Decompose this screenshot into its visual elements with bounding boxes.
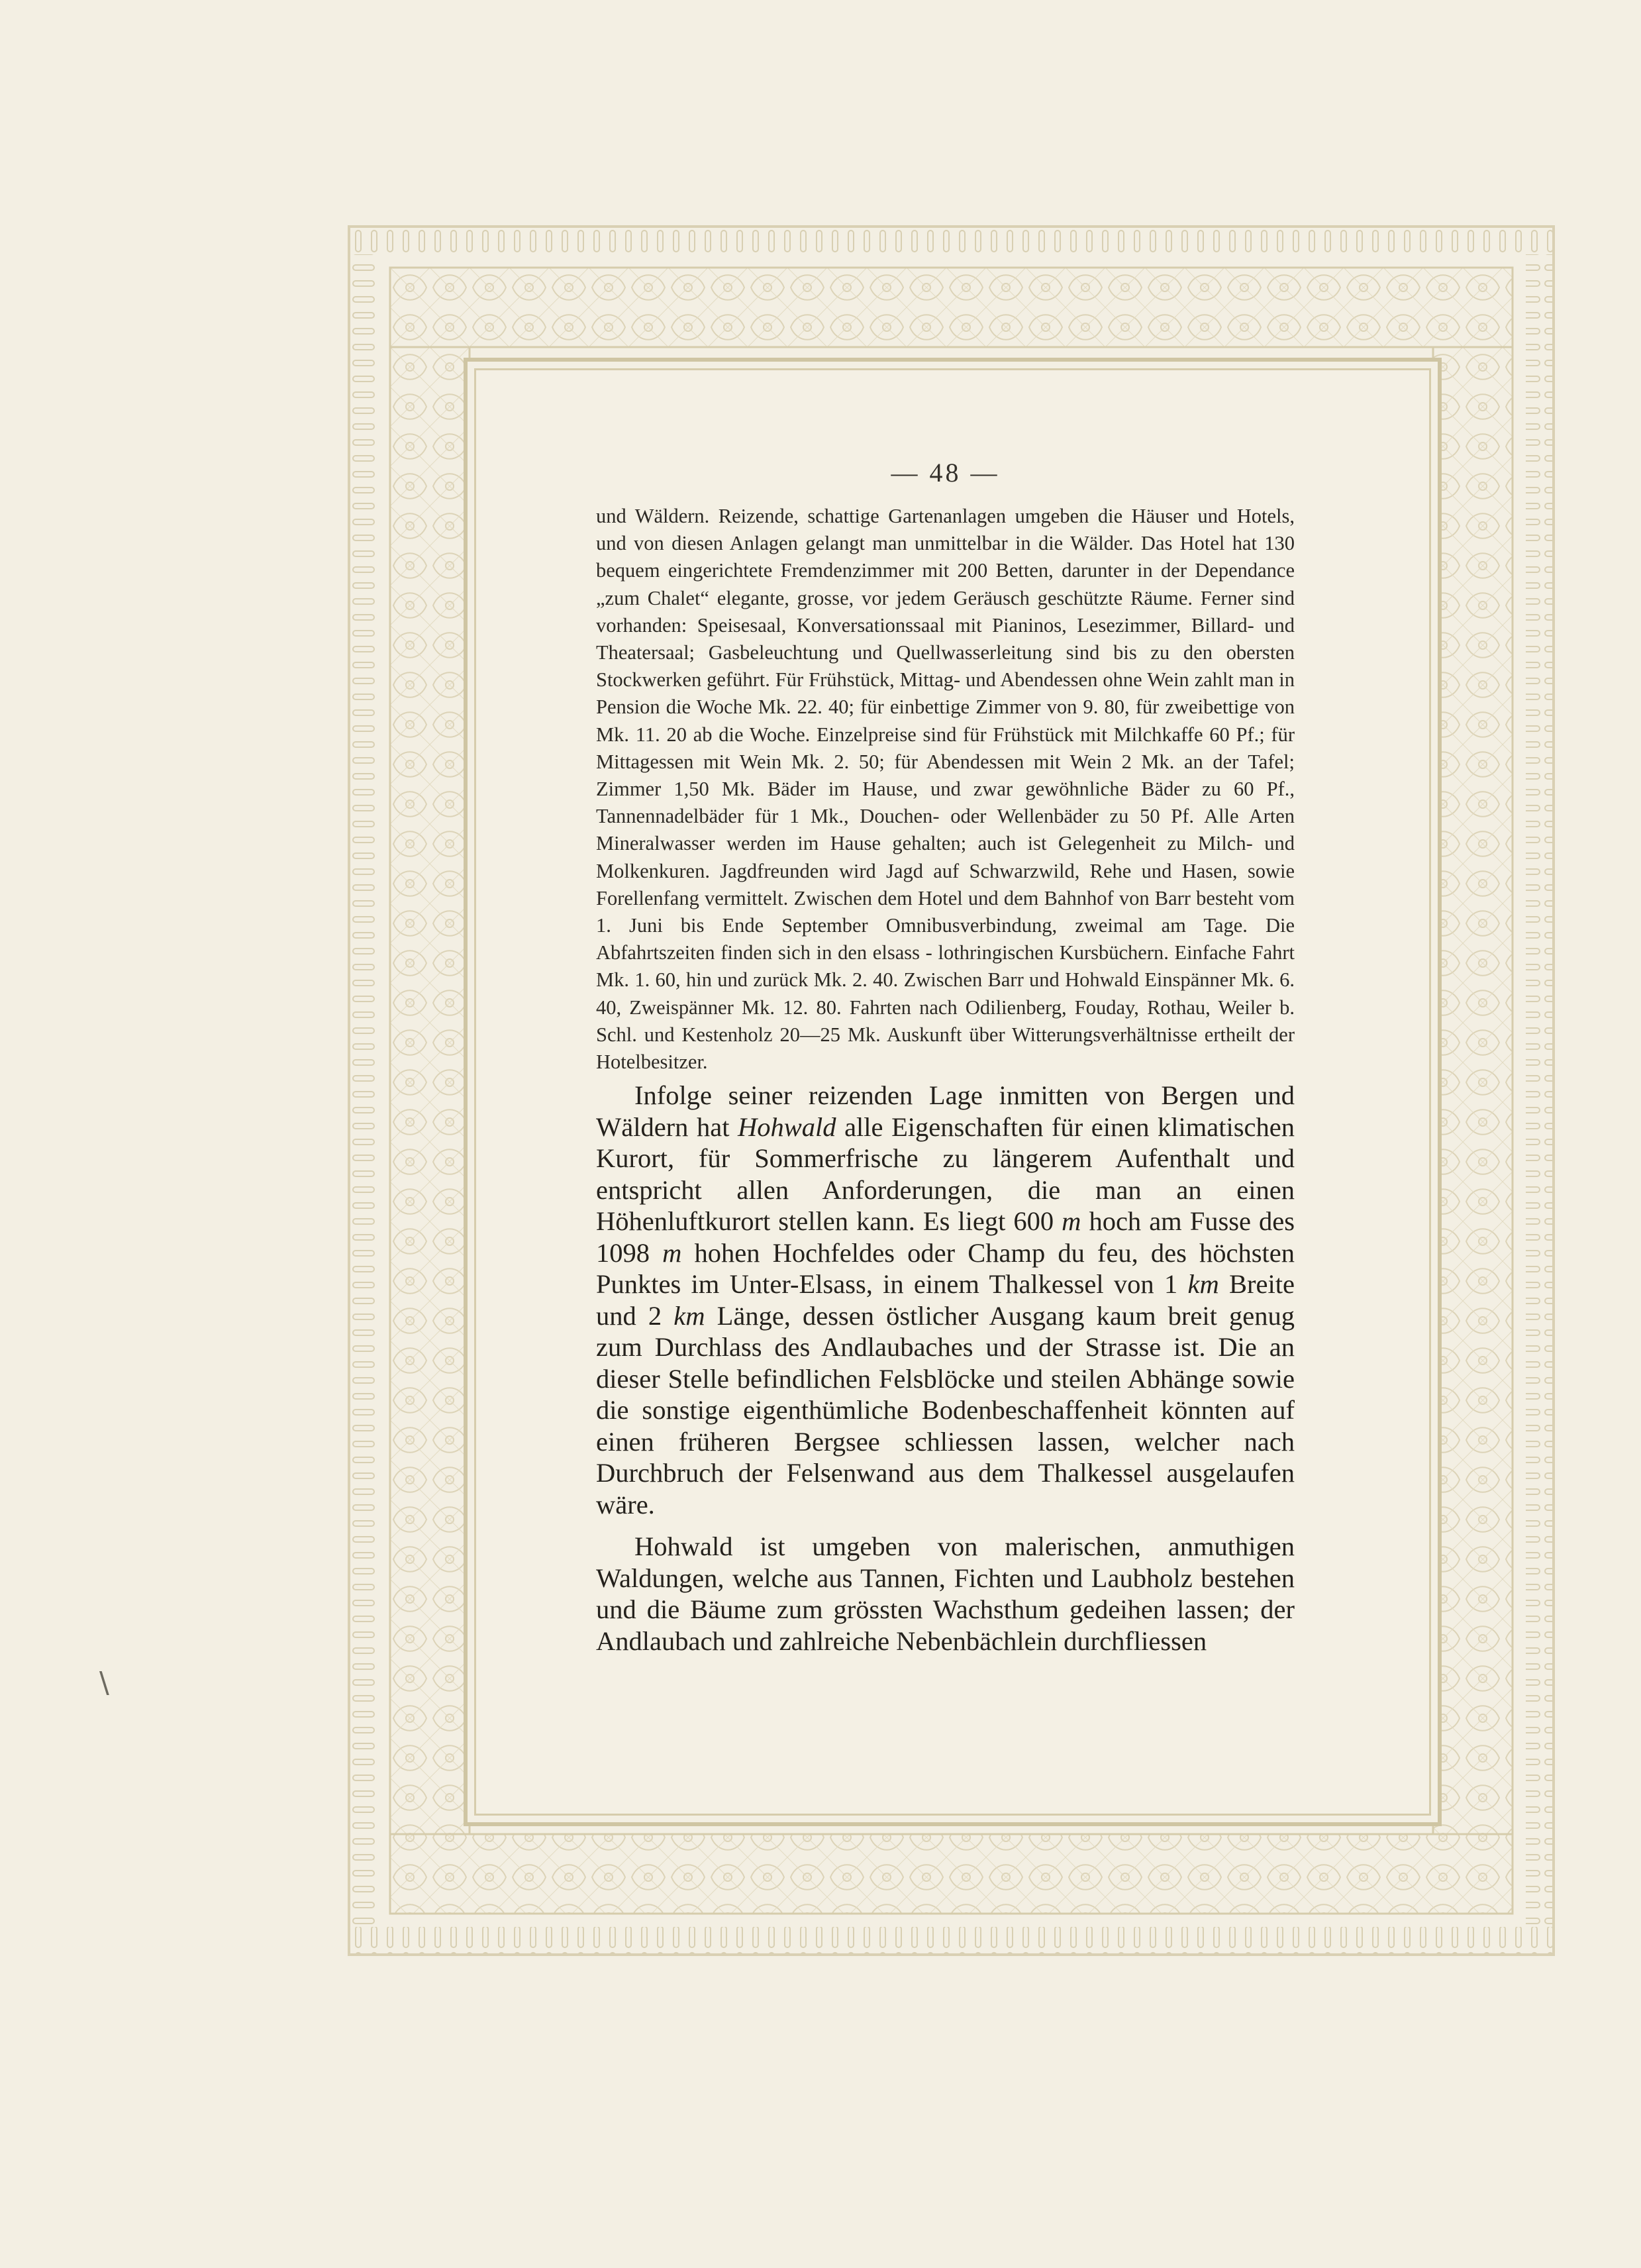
stray-pencil-mark: \: [99, 1666, 109, 1700]
page-number: — 48 —: [891, 458, 1000, 488]
paragraph-forests: Hohwald ist umgeben von malerischen, anmuthigen Waldungen, welche aus Tannen, Fichten und Laubholz bestehen und die Bäume zum grössten Wachsthum gedeihen lassen; der Andlaubach und zahlreiche Nebenbächlein durchfliessen: [596, 1531, 1295, 1656]
text-column: [596, 457, 1295, 1657]
italic-hohwald: Hohwald: [738, 1111, 836, 1142]
paragraph-hotel-details: und Wäldern. Reizende, schattige Gartenanlagen umgeben die Häuser und Hotels, und von diesen Anlagen gelangt man unmittelbar in die Wälder. Das Hotel hat 130 bequem eingerichtete Fremdenzimmer mit 200 Betten, darunter in der Dependance „zum Chalet“ elegante, grosse, vor jedem Geräusch geschützte Räume. Ferner sind vorhanden: Speisesaal, Konversationssaal mit Pianinos, Lesezimmer, Billard- und Theatersaal; Gasbeleuchtung und Quellwasserleitung sind bis zu den obersten Stockwerken geführt. Für Frühstück, Mittag- und Abendessen ohne Wein zahlt man in Pension die Woche Mk. 22. 40; für einbettige Zimmer von 9. 80, für zweibettige von Mk. 11. 20 ab die Woche. Einzelpreise sind für Frühstück mit Milchkaffe 60 Pf.; für Mittagessen mit Wein Mk. 2. 50; für Abendessen mit Wein 2 Mk. an der Tafel; Zimmer 1,50 Mk. Bäder im Hause, und zwar gewöhnliche Bäder zu 60 Pf., Tannennadelbäder für 1 Mk., Douchen- oder Wellenbäder zu 50 Pf. Alle Arten Mineralwasser werden im Hause gehalten; auch ist Gelegenheit zu Milch- und Molkenkuren. Jagdfreunden wird Jagd auf Schwarzwild, Rehe und Hasen, sowie Forellenfang vermittelt. Zwischen dem Hotel und dem Bahnhof von Barr besteht vom 1. Juni bis Ende September Omnibusverbindung, zweimal am Tage. Die Abfahrtszeiten finden sich in den elsass - lothringischen Kursbüchern. Einfache Fahrt Mk. 1. 60, hin und zurück Mk. 2. 40. Zwischen Barr und Hohwald Einspänner Mk. 6. 40, Zweispänner Mk. 12. 80. Fahrten nach Odilienberg, Fouday, Rothau, Weiler b. Schl. und Kestenholz 20—25 Mk. Auskunft über Witterungsverhältnisse ertheilt der Hotelbesitzer.: [596, 505, 1295, 1074]
paragraph-location: Infolge seiner reizenden Lage inmitten von Bergen und Wäldern hat Hohwald alle Eigenschaften für einen klimatischen Kurort, für Sommerfrische zu längerem Aufenthalt und entspricht allen Anforderungen, die man an einen Höhenluftkurort stellen kann. Es liegt 600 m hoch am Fusse des 1098 m hohen Hochfeldes oder Champ du feu, des höchsten Punktes im Unter-Elsass, in einem Thalkessel von 1 km Breite und 2 km Länge, dessen östlicher Ausgang kaum breit genug zum Durchlass des Andlaubaches und der Strasse ist. Die an dieser Stelle befindlichen Felsblöcke und steilen Abhänge sowie die sonstige eigenthümliche Bodenbeschaffenheit könnten auf einen früheren Bergsee schliessen lassen, welcher nach Durchbruch der Felsenwand aus dem Thalkessel ausgelaufen wäre.: [596, 1080, 1295, 1520]
